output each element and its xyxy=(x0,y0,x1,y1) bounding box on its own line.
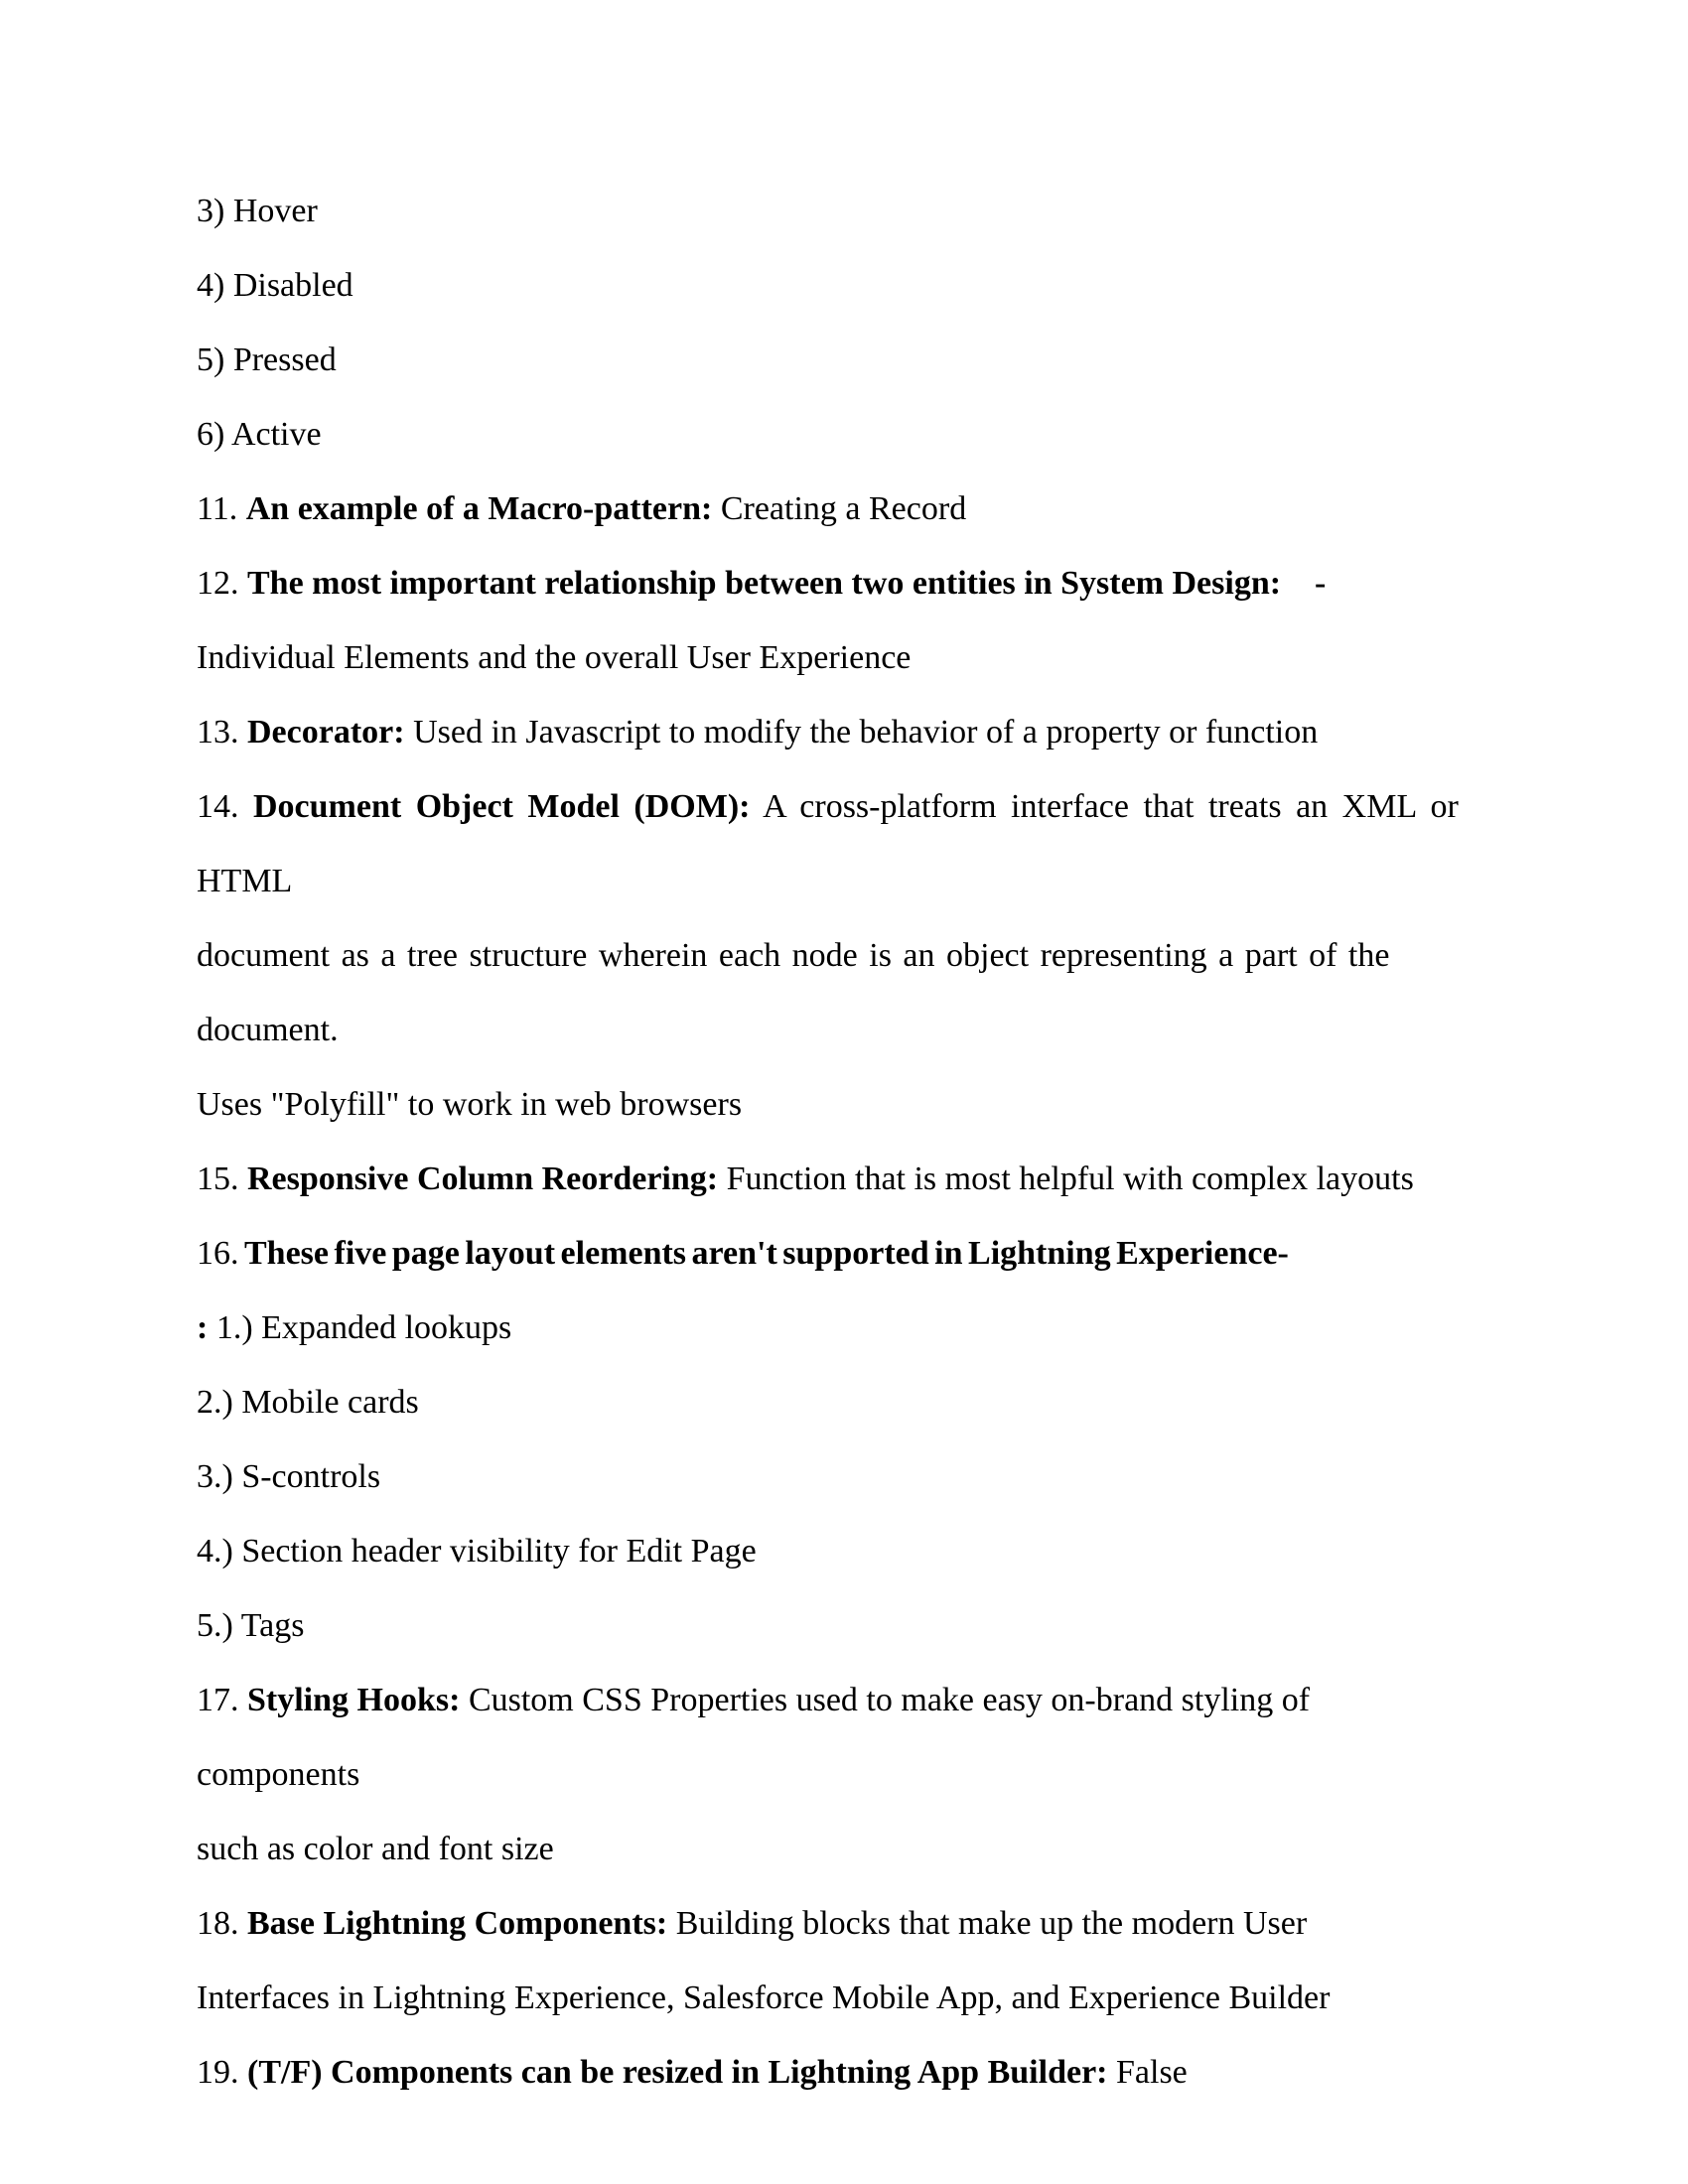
regular-text: 14. xyxy=(197,788,253,825)
text-line xyxy=(197,248,1473,323)
regular-text: 3.) S-controls xyxy=(197,1458,381,1495)
regular-text: Interfaces in Lightning Experience, Salesforce Mobile App, and Experience Builder xyxy=(197,1979,1331,2016)
text-line xyxy=(197,546,1473,620)
regular-text: 13. xyxy=(197,714,247,751)
bold-text: Styling Hooks: xyxy=(247,1682,461,1718)
regular-text: 5.) Tags xyxy=(197,1607,305,1644)
bold-text: Base Lightning Components: xyxy=(247,1905,668,1942)
regular-text: 3) Hover xyxy=(197,193,318,229)
text-line xyxy=(197,1067,1473,1142)
regular-text: 6) Active xyxy=(197,416,322,453)
text-line xyxy=(197,1588,1473,1663)
text-line xyxy=(197,2035,1473,2110)
text-line xyxy=(197,1961,1473,2035)
regular-text: 5) Pressed xyxy=(197,341,337,378)
text-line xyxy=(197,472,1473,546)
regular-text: 1.) Expanded lookups xyxy=(215,1309,512,1346)
bold-text: Responsive Column Reordering: xyxy=(247,1160,719,1197)
document-content xyxy=(197,174,1473,2110)
regular-text: Uses "Polyfill" to work in web browsers xyxy=(197,1086,743,1123)
text-line xyxy=(197,620,1473,695)
text-line xyxy=(197,1514,1473,1588)
regular-text: Building blocks that make up the modern User xyxy=(667,1905,1308,1942)
text-line xyxy=(197,918,1473,1067)
text-line xyxy=(197,323,1473,397)
regular-text: 4.) Section header visibility for Edit Page xyxy=(197,1533,757,1570)
regular-text: 12. xyxy=(197,565,247,602)
bold-text: : xyxy=(197,1309,216,1346)
bold-text: These five page layout elements aren't supported in Lightning Experience- xyxy=(244,1235,1289,1272)
regular-text: A cross-platform interface that treats an XML or HTML xyxy=(197,788,1459,899)
regular-text: 16. xyxy=(197,1235,244,1272)
text-line xyxy=(197,1886,1473,1961)
regular-text: Function that is most helpful with complex layouts xyxy=(718,1160,1414,1197)
regular-text: 15. xyxy=(197,1160,247,1197)
regular-text: 4) Disabled xyxy=(197,267,353,304)
text-line xyxy=(197,1142,1473,1216)
bold-text: Decorator: xyxy=(247,714,405,751)
text-line xyxy=(197,1216,1473,1291)
bold-text: Document Object Model (DOM): xyxy=(253,788,751,825)
bold-text: (T/F) Components can be resized in Lightning App Builder: xyxy=(247,2054,1108,2091)
bold-text: The most important relationship between two entities in System Design: - xyxy=(247,565,1327,602)
regular-text: 11. xyxy=(197,490,246,527)
text-line xyxy=(197,695,1473,769)
text-line xyxy=(197,174,1473,248)
text-line xyxy=(197,769,1473,918)
text-line xyxy=(197,397,1473,472)
regular-text: 2.) Mobile cards xyxy=(197,1384,419,1421)
text-line xyxy=(197,1439,1473,1514)
text-line xyxy=(197,1365,1473,1439)
regular-text: document as a tree structure wherein each node is an object representing a part of the document. xyxy=(197,937,1390,1048)
regular-text: Individual Elements and the overall User Experience xyxy=(197,639,912,676)
regular-text: Custom CSS Properties used to make easy on-brand styling of components xyxy=(197,1682,1311,1793)
regular-text: False xyxy=(1107,2054,1188,2091)
regular-text: such as color and font size xyxy=(197,1831,554,1867)
text-line xyxy=(197,1663,1473,1812)
text-line xyxy=(197,1812,1473,1886)
text-line xyxy=(197,1291,1473,1365)
bold-text: An example of a Macro-pattern: xyxy=(245,490,713,527)
regular-text: Used in Javascript to modify the behavior of a property or function xyxy=(404,714,1319,751)
regular-text: 19. xyxy=(197,2054,247,2091)
regular-text: 18. xyxy=(197,1905,247,1942)
regular-text: 17. xyxy=(197,1682,247,1718)
regular-text: Creating a Record xyxy=(712,490,967,527)
